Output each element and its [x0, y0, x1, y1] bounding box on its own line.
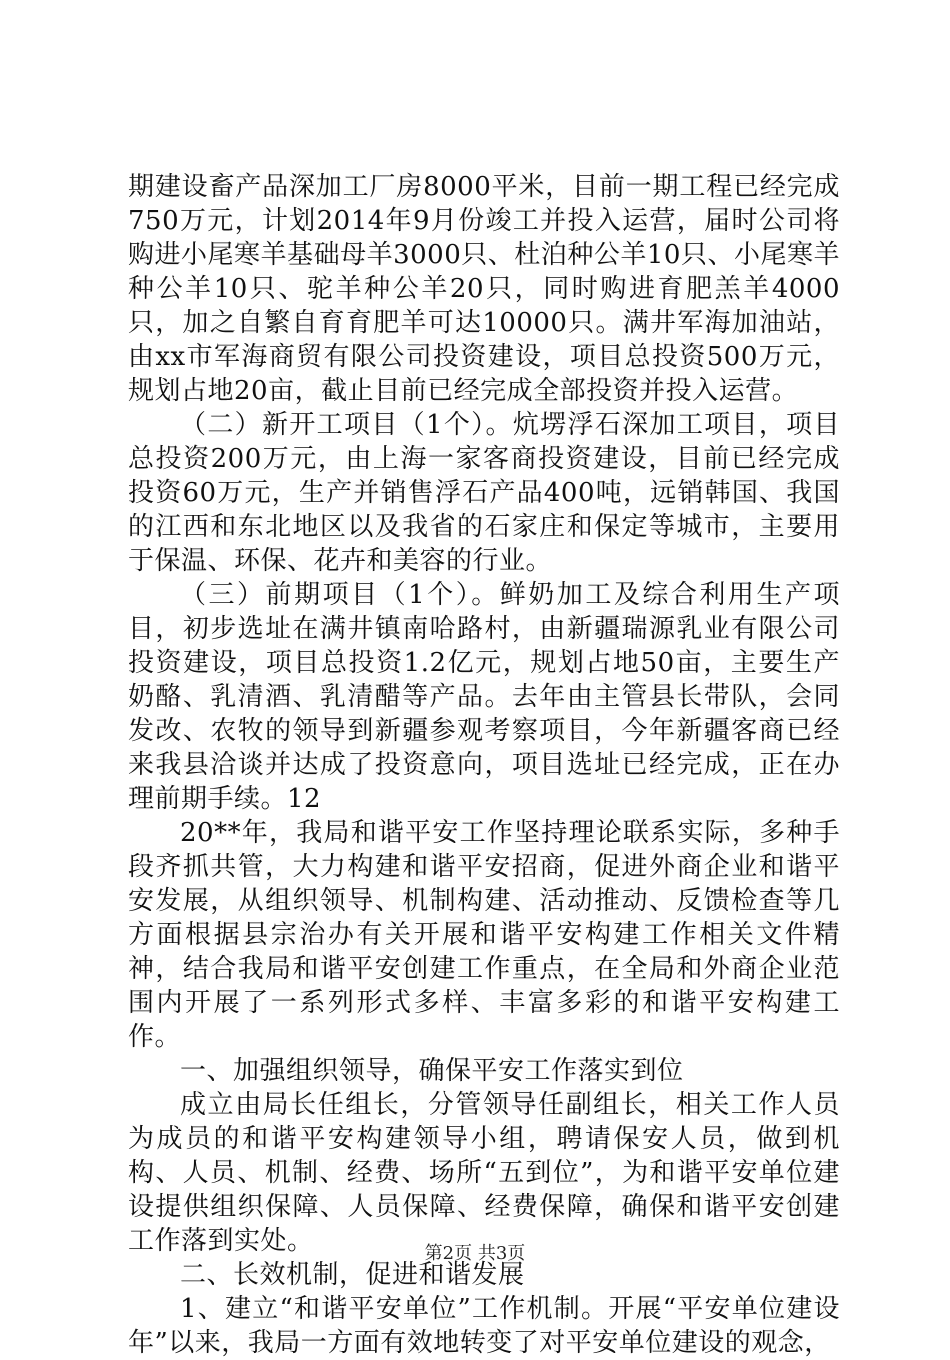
paragraph-4: 20**年，我局和谐平安工作坚持理论联系实际，多种手段齐抓共管，大力构建和谐平安招商，促进外商企业和谐平安发展，从组织领导、机制构建、活动推动、反馈检查等几方面根据县宗治办有关开展和谐平安构建工作相关文件精神，结合我局和谐平安创建工作重点，在全局和外商企业范围内开展了一系列形式多样、丰富多彩的和谐平安构建工作。	[128, 818, 840, 1052]
paragraph-3: （三）前期项目（1个）。鲜奶加工及综合利用生产项目，初步选址在满井镇南哈路村，由新疆瑞源乳业有限公司投资建设，项目总投资1.2亿元，规划占地50亩，主要生产奶酪、乳清酒、乳清醋等产品。去年由主管县长带队，会同发改、农牧的领导到新疆参观考察项目，今年新疆客商已经来我县洽谈并达成了投资意向，项目选址已经完成，正在办理前期手续。12	[128, 580, 840, 814]
section-heading-1: 一、加强组织领导，确保平安工作落实到位	[180, 1056, 684, 1086]
page-footer	[0, 1242, 950, 1266]
paragraph-1: 期建设畜产品深加工厂房8000平米，目前一期工程已经完成750万元，计划2014年9月份竣工并投入运营，届时公司将购进小尾寒羊基础母羊3000只、杜泊种公羊10只、小尾寒羊种公羊10只、驼羊种公羊20只，同时购进育肥羔羊4000只，加之自繁自育育肥羊可达10000只。满井军海加油站，由xx市军海商贸有限公司投资建设，项目总投资500万元，规划占地20亩，截止目前已经完成全部投资并投入运营。	[128, 172, 840, 406]
paragraph-2: （二）新开工项目（1个）。炕塄浮石深加工项目，项目总投资200万元，由上海一家客商投资建设，目前已经完成投资60万元，生产并销售浮石产品400吨，远销韩国、我国的江西和东北地区以及我省的石家庄和保定等城市，主要用于保温、环保、花卉和美容的行业。	[128, 410, 840, 576]
paragraph-6: 1、建立“和谐平安单位”工作机制。开展“平安单位建设年”以来，我局一方面有效地转变了对平安单位建设的观念，	[128, 1294, 840, 1358]
document-body	[128, 170, 840, 1360]
paragraph-5: 成立由局长任组长，分管领导任副组长，相关工作人员为成员的和谐平安构建领导小组，聘请保安人员，做到机构、人员、机制、经费、场所“五到位”，为和谐平安单位建设提供组织保障、人员保障、经费保障，确保和谐平安创建工作落到实处。	[128, 1090, 840, 1256]
page-number: 第2页 共3页	[424, 1243, 526, 1264]
section-heading-2: 二、长效机制，促进和谐发展	[180, 1260, 525, 1290]
